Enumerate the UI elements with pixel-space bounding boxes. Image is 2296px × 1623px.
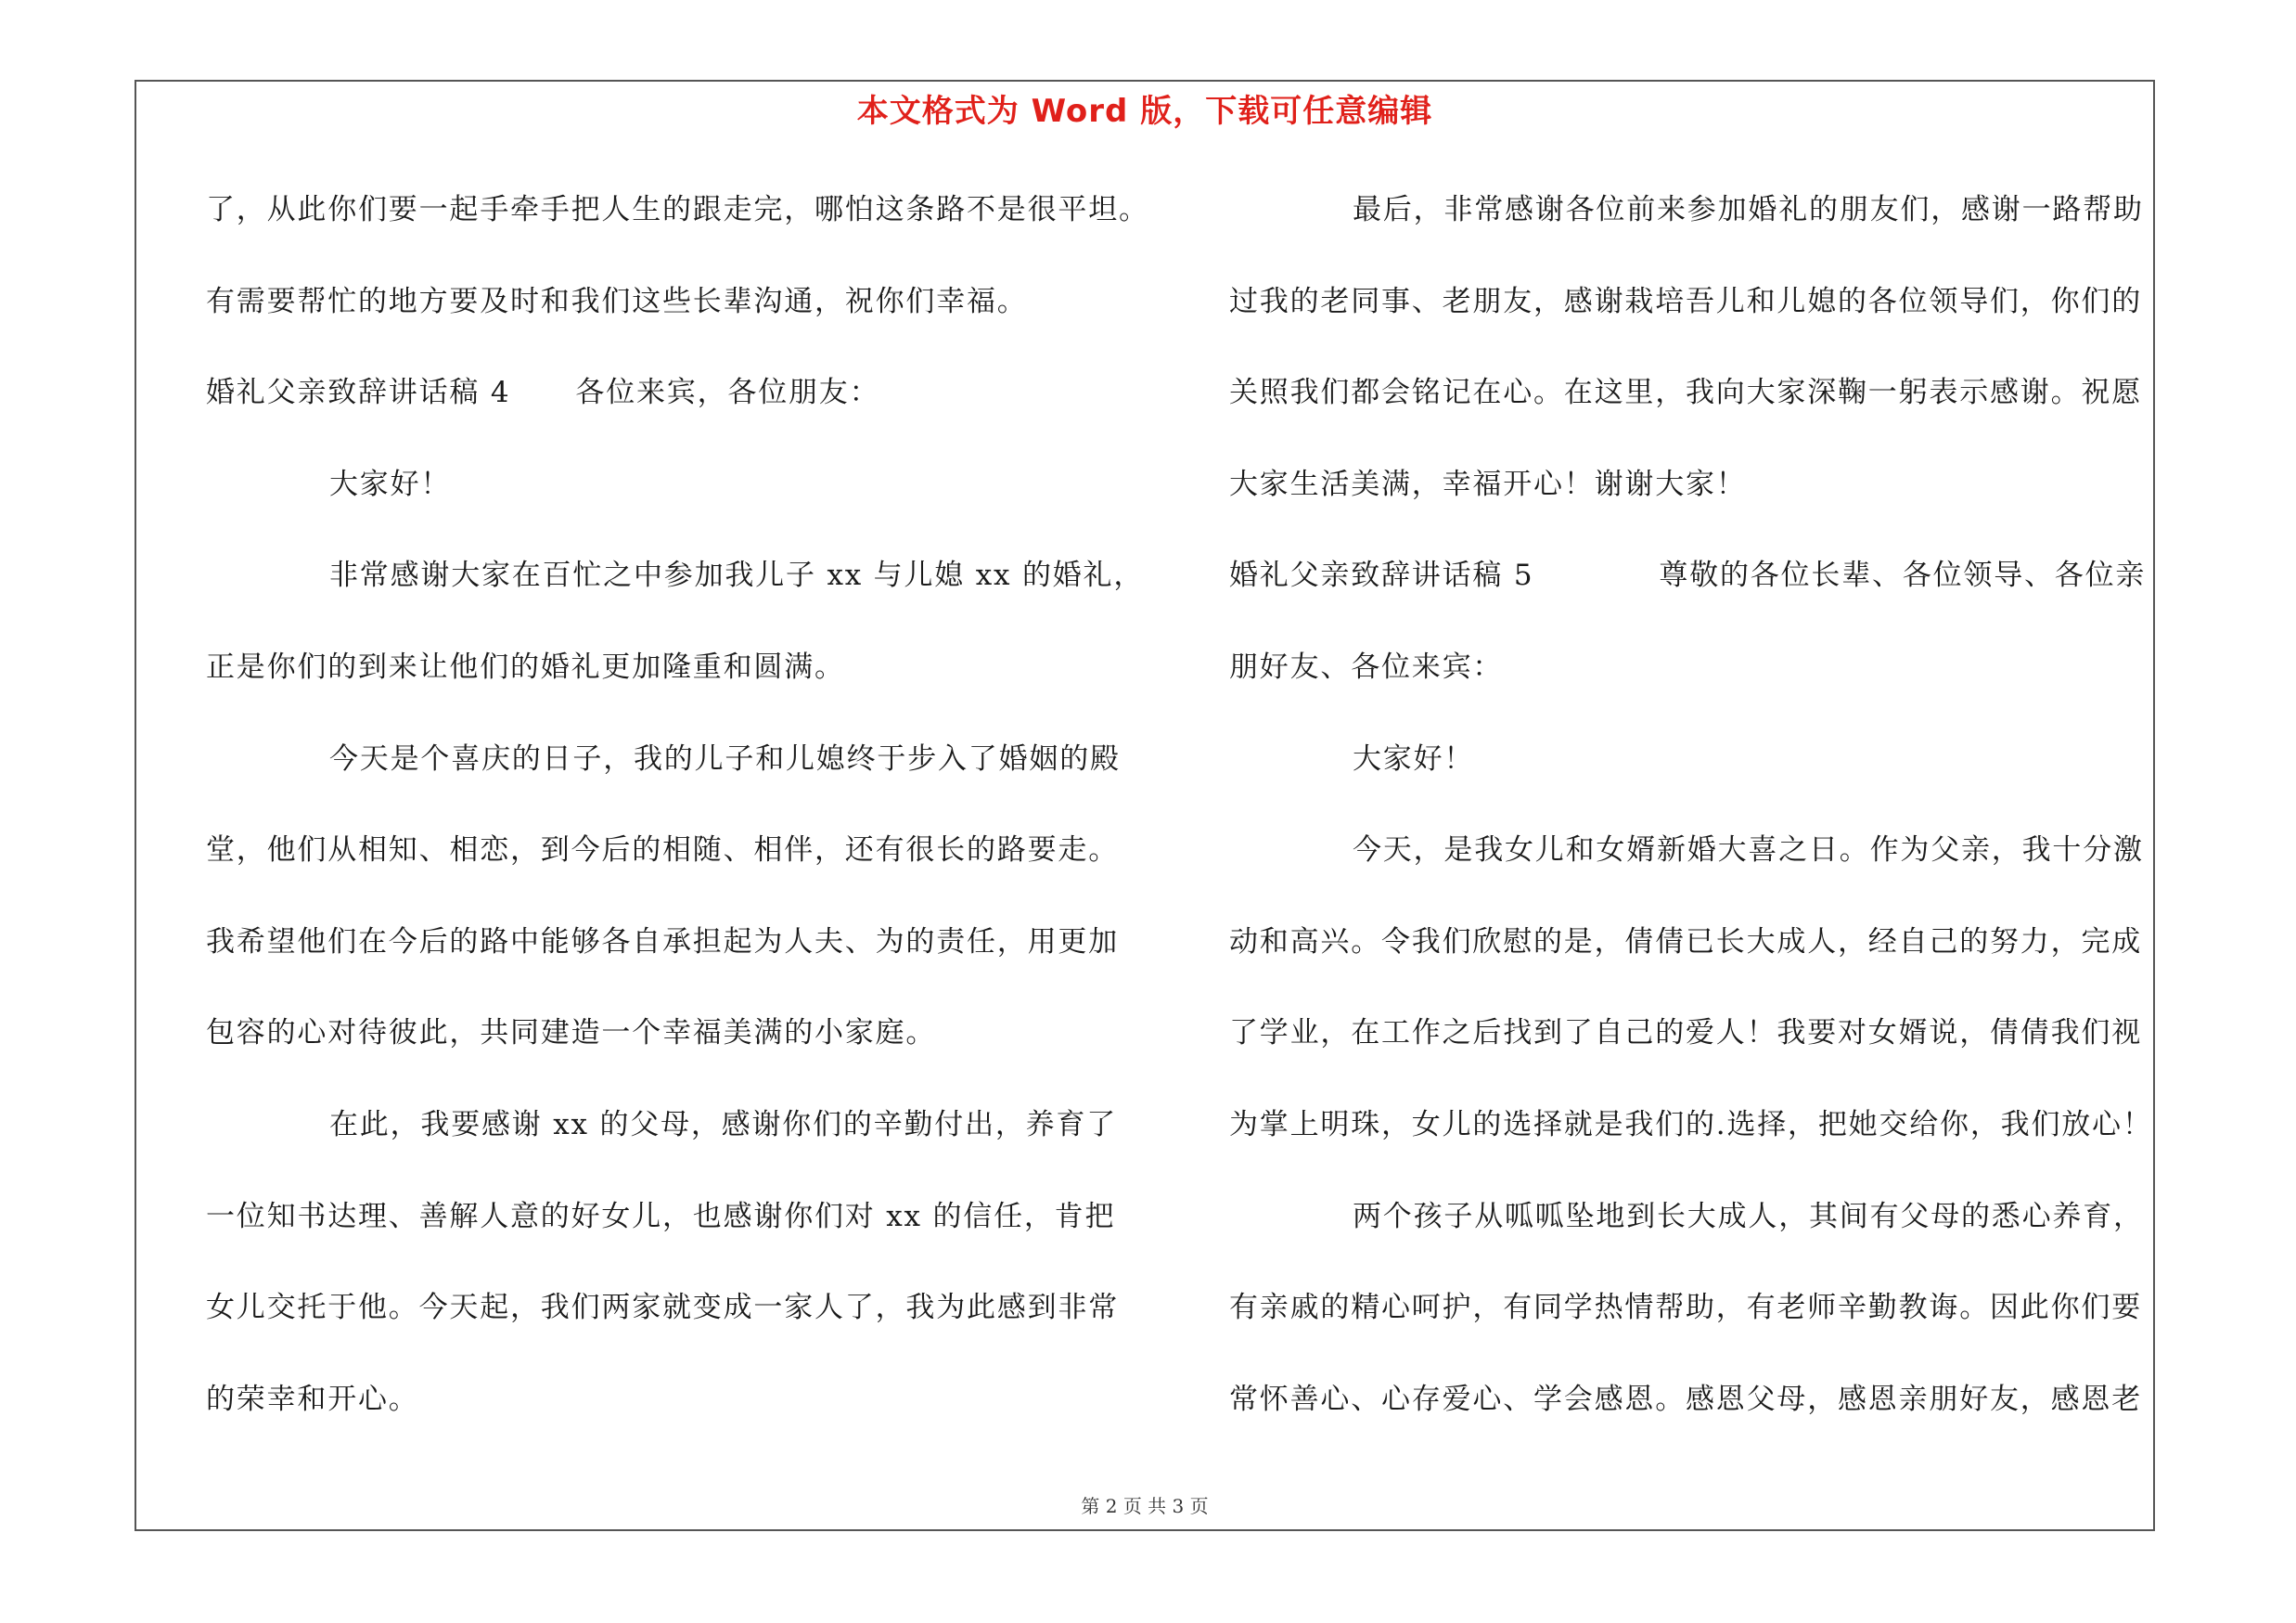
heading-title: 婚礼父亲致辞讲话稿 5 — [1229, 559, 1534, 593]
section-heading-4 — [206, 365, 1161, 457]
right-column — [1229, 182, 2185, 1462]
paragraph-line: 有需要帮忙的地方要及时和我们这些长辈沟通，祝你们幸福。 — [206, 284, 1028, 318]
paragraph-line: 女儿交托于他。今天起，我们两家就变成一家人了，我为此感到非常 — [206, 1291, 1119, 1325]
paragraph-line: 过我的老同事、老朋友，感谢栽培吾儿和儿媳的各位领导们，你们的 — [1229, 284, 2142, 318]
paragraph-line: 朋好友、各位来宾： — [1229, 650, 1504, 684]
paragraph-line: 了，从此你们要一起手牵手把人生的跟走完，哪怕这条路不是很平坦。 — [206, 193, 1149, 226]
section-heading-5 — [1229, 547, 2185, 639]
paragraph-line: 了学业，在工作之后找到了自己的爱人！我要对女婿说，倩倩我们视 — [1229, 1016, 2142, 1050]
paragraph-line: 我希望他们在今后的路中能够各自承担起为人夫、为的责任，用更加 — [206, 924, 1119, 959]
paragraph-line: 的荣幸和开心。 — [206, 1382, 419, 1416]
paragraph-line: 堂，他们从相知、相恋，到今后的相随、相伴，还有很长的路要走。 — [206, 833, 1119, 868]
paragraph-line: 今天，是我女儿和女婿新婚大喜之日。作为父亲，我十分激 — [1353, 833, 2144, 868]
paragraph-line: 有亲戚的精心呵护，有同学热情帮助，有老师辛勤教诲。因此你们要 — [1229, 1291, 2142, 1325]
heading-greeting: 各位来宾，各位朋友： — [575, 376, 880, 410]
paragraph-line: 包容的心对待彼此，共同建造一个幸福美满的小家庭。 — [206, 1016, 937, 1050]
page-number-footer: 第 2 页 共 3 页 — [1081, 1495, 1209, 1517]
paragraph-line: 在此，我要感谢 xx 的父母，感谢你们的辛勤付出，养育了 — [329, 1107, 1118, 1141]
left-column — [206, 182, 1161, 1462]
paragraph-line: 一位知书达理、善解人意的好女儿，也感谢你们对 xx 的信任，肯把 — [206, 1199, 1116, 1233]
paragraph-line: 大家好！ — [329, 467, 452, 501]
paragraph-line: 大家好！ — [1353, 741, 1475, 776]
header-banner: 本文格式为 Word 版，下载可任意编辑 — [856, 93, 1433, 130]
heading-greeting: 尊敬的各位长辈、各位领导、各位亲 — [1659, 559, 2147, 593]
paragraph-line: 正是你们的到来让他们的婚礼更加隆重和圆满。 — [206, 650, 845, 684]
heading-title: 婚礼父亲致辞讲话稿 4 — [206, 376, 511, 410]
paragraph-line: 两个孩子从呱呱坠地到长大成人，其间有父母的悉心养育， — [1353, 1199, 2144, 1233]
paragraph-line: 常怀善心、心存爱心、学会感恩。感恩父母，感恩亲朋好友，感恩老 — [1229, 1382, 2142, 1416]
paragraph-line: 动和高兴。令我们欣慰的是，倩倩已长大成人，经自己的努力，完成 — [1229, 924, 2142, 959]
paragraph-line: 大家生活美满，幸福开心！谢谢大家！ — [1229, 467, 1747, 501]
paragraph-line: 最后，非常感谢各位前来参加婚礼的朋友们，感谢一路帮助 — [1353, 193, 2144, 226]
paragraph-line: 为掌上明珠，女儿的选择就是我们的.选择，把她交给你，我们放心！ — [1229, 1107, 2153, 1141]
paragraph-line: 关照我们都会铭记在心。在这里，我向大家深鞠一躬表示感谢。祝愿 — [1229, 376, 2142, 410]
paragraph-line: 今天是个喜庆的日子，我的儿子和儿媳终于步入了婚姻的殿 — [329, 741, 1121, 776]
paragraph-line: 非常感谢大家在百忙之中参加我儿子 xx 与儿媳 xx 的婚礼， — [329, 559, 1145, 593]
